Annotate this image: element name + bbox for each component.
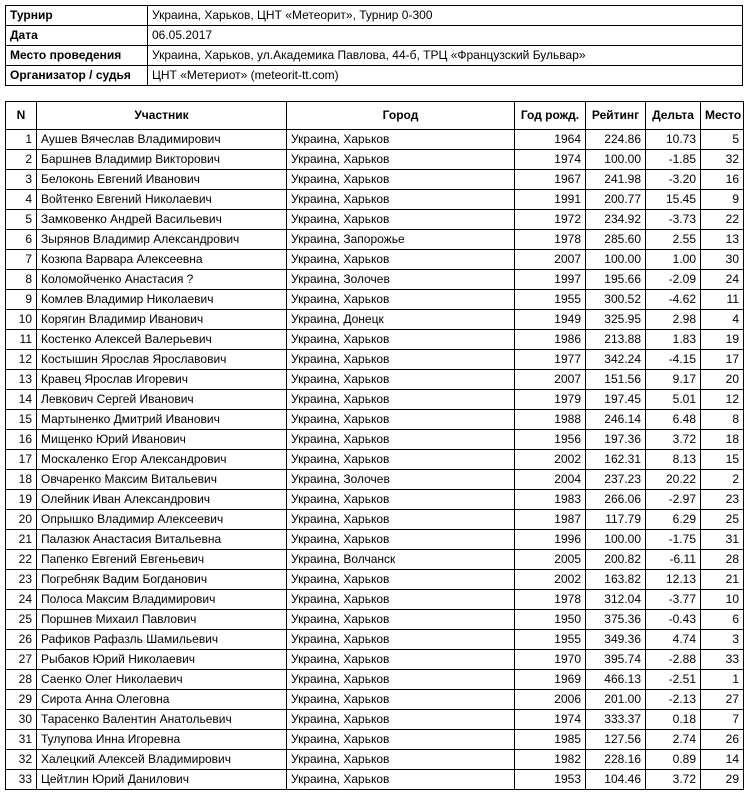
place: 2 (701, 470, 744, 490)
rating: 100.00 (586, 250, 646, 270)
birth-year: 1970 (515, 650, 586, 670)
row-number: 26 (6, 630, 37, 650)
place: 4 (701, 310, 744, 330)
rating: 342.24 (586, 350, 646, 370)
place: 7 (701, 710, 744, 730)
table-row (6, 730, 744, 750)
row-number: 1 (6, 130, 37, 150)
delta: -1.75 (646, 530, 701, 550)
participant-name: Папенко Евгений Евгеньевич (37, 550, 287, 570)
place: 9 (701, 190, 744, 210)
birth-year: 1950 (515, 610, 586, 630)
rating: 197.36 (586, 430, 646, 450)
place: 17 (701, 350, 744, 370)
place: 25 (701, 510, 744, 530)
delta: -4.62 (646, 290, 701, 310)
rating: 228.16 (586, 750, 646, 770)
delta: 3.72 (646, 770, 701, 790)
city: Украина, Харьков (287, 350, 515, 370)
rating: 201.00 (586, 690, 646, 710)
row-number: 15 (6, 410, 37, 430)
delta: -2.09 (646, 270, 701, 290)
delta: 2.74 (646, 730, 701, 750)
participant-name: Кравец Ярослав Игоревич (37, 370, 287, 390)
participant-name: Погребняк Вадим Богданович (37, 570, 287, 590)
city: Украина, Харьков (287, 690, 515, 710)
place: 8 (701, 410, 744, 430)
table-row (6, 430, 744, 450)
rating: 300.52 (586, 290, 646, 310)
birth-year: 1987 (515, 510, 586, 530)
city: Украина, Харьков (287, 510, 515, 530)
delta: -1.85 (646, 150, 701, 170)
place: 22 (701, 210, 744, 230)
birth-year: 1983 (515, 490, 586, 510)
delta: -2.97 (646, 490, 701, 510)
table-row (6, 150, 744, 170)
row-number: 22 (6, 550, 37, 570)
table-row (6, 130, 744, 150)
city: Украина, Золочев (287, 470, 515, 490)
participant-name: Костышин Ярослав Ярославович (37, 350, 287, 370)
city: Украина, Харьков (287, 730, 515, 750)
place: 23 (701, 490, 744, 510)
participant-name: Овчаренко Максим Витальевич (37, 470, 287, 490)
delta: 9.17 (646, 370, 701, 390)
city: Украина, Харьков (287, 210, 515, 230)
city: Украина, Харьков (287, 610, 515, 630)
delta: -2.51 (646, 670, 701, 690)
header-participant: Участник (37, 102, 287, 130)
row-number: 4 (6, 190, 37, 210)
delta: 3.72 (646, 430, 701, 450)
row-number: 23 (6, 570, 37, 590)
row-number: 14 (6, 390, 37, 410)
info-row-date (6, 26, 743, 46)
participant-name: Коломойченко Анастасия ? (37, 270, 287, 290)
info-key: Турнир (6, 6, 148, 26)
participant-name: Олейник Иван Александрович (37, 490, 287, 510)
place: 15 (701, 450, 744, 470)
table-row (6, 190, 744, 210)
place: 24 (701, 270, 744, 290)
rating: 375.36 (586, 610, 646, 630)
birth-year: 2004 (515, 470, 586, 490)
info-row-tournament (6, 6, 743, 26)
rating: 200.82 (586, 550, 646, 570)
delta: 0.18 (646, 710, 701, 730)
row-number: 28 (6, 670, 37, 690)
info-row-organizer (6, 66, 743, 86)
row-number: 27 (6, 650, 37, 670)
participant-name: Москаленко Егор Александрович (37, 450, 287, 470)
city: Украина, Харьков (287, 330, 515, 350)
city: Украина, Харьков (287, 410, 515, 430)
results-body (6, 130, 744, 790)
delta: 2.55 (646, 230, 701, 250)
birth-year: 1955 (515, 290, 586, 310)
row-number: 32 (6, 750, 37, 770)
city: Украина, Харьков (287, 530, 515, 550)
birth-year: 1967 (515, 170, 586, 190)
row-number: 16 (6, 430, 37, 450)
city: Украина, Харьков (287, 130, 515, 150)
place: 12 (701, 390, 744, 410)
place: 29 (701, 770, 744, 790)
rating: 127.56 (586, 730, 646, 750)
rating: 100.00 (586, 530, 646, 550)
birth-year: 1955 (515, 630, 586, 650)
city: Украина, Харьков (287, 150, 515, 170)
info-value: Украина, Харьков, ул.Академика Павлова, 44-б, ТРЦ «Французский Бульвар» (148, 46, 743, 66)
city: Украина, Харьков (287, 570, 515, 590)
table-row (6, 610, 744, 630)
participant-name: Войтенко Евгений Николаевич (37, 190, 287, 210)
delta: 0.89 (646, 750, 701, 770)
place: 33 (701, 650, 744, 670)
participant-name: Тарасенко Валентин Анатольевич (37, 710, 287, 730)
rating: 333.37 (586, 710, 646, 730)
birth-year: 1982 (515, 750, 586, 770)
row-number: 18 (6, 470, 37, 490)
rating: 224.86 (586, 130, 646, 150)
place: 5 (701, 130, 744, 150)
table-row (6, 330, 744, 350)
row-number: 31 (6, 730, 37, 750)
place: 6 (701, 610, 744, 630)
participant-name: Сирота Анна Олеговна (37, 690, 287, 710)
delta: -3.73 (646, 210, 701, 230)
table-row (6, 450, 744, 470)
row-number: 33 (6, 770, 37, 790)
birth-year: 1977 (515, 350, 586, 370)
table-row (6, 690, 744, 710)
delta: 1.00 (646, 250, 701, 270)
table-row (6, 350, 744, 370)
rating: 104.46 (586, 770, 646, 790)
info-value: 06.05.2017 (148, 26, 743, 46)
birth-year: 2005 (515, 550, 586, 570)
place: 27 (701, 690, 744, 710)
city: Украина, Харьков (287, 630, 515, 650)
birth-year: 1988 (515, 410, 586, 430)
rating: 325.95 (586, 310, 646, 330)
header-city: Город (287, 102, 515, 130)
birth-year: 1978 (515, 230, 586, 250)
city: Украина, Харьков (287, 390, 515, 410)
table-row (6, 630, 744, 650)
city: Украина, Харьков (287, 250, 515, 270)
table-row (6, 210, 744, 230)
rating: 200.77 (586, 190, 646, 210)
city: Украина, Донецк (287, 310, 515, 330)
rating: 151.56 (586, 370, 646, 390)
row-number: 24 (6, 590, 37, 610)
row-number: 7 (6, 250, 37, 270)
birth-year: 1956 (515, 430, 586, 450)
table-row (6, 270, 744, 290)
delta: -2.13 (646, 690, 701, 710)
birth-year: 1996 (515, 530, 586, 550)
birth-year: 2007 (515, 370, 586, 390)
table-row (6, 710, 744, 730)
delta: -3.77 (646, 590, 701, 610)
participant-name: Саенко Олег Николаевич (37, 670, 287, 690)
delta: -4.15 (646, 350, 701, 370)
info-key: Дата (6, 26, 148, 46)
delta: 6.48 (646, 410, 701, 430)
participant-name: Палазюк Анастасия Витальевна (37, 530, 287, 550)
participant-name: Тулупова Инна Игоревна (37, 730, 287, 750)
place: 11 (701, 290, 744, 310)
row-number: 8 (6, 270, 37, 290)
tournament-info-table (5, 5, 743, 86)
birth-year: 1985 (515, 730, 586, 750)
info-value: ЦНТ «Метериот» (meteorit-tt.com) (148, 66, 743, 86)
rating: 466.13 (586, 670, 646, 690)
place: 1 (701, 670, 744, 690)
participant-name: Полоса Максим Владимирович (37, 590, 287, 610)
birth-year: 1974 (515, 710, 586, 730)
birth-year: 1974 (515, 150, 586, 170)
city: Украина, Харьков (287, 430, 515, 450)
city: Украина, Харьков (287, 450, 515, 470)
results-header-row (6, 102, 744, 130)
place: 30 (701, 250, 744, 270)
row-number: 12 (6, 350, 37, 370)
row-number: 9 (6, 290, 37, 310)
table-row (6, 390, 744, 410)
rating: 246.14 (586, 410, 646, 430)
table-row (6, 470, 744, 490)
city: Украина, Харьков (287, 170, 515, 190)
table-row (6, 550, 744, 570)
participant-name: Костенко Алексей Валерьевич (37, 330, 287, 350)
delta: 4.74 (646, 630, 701, 650)
delta: 12.13 (646, 570, 701, 590)
table-row (6, 490, 744, 510)
table-row (6, 170, 744, 190)
row-number: 19 (6, 490, 37, 510)
delta: 6.29 (646, 510, 701, 530)
place: 21 (701, 570, 744, 590)
place: 26 (701, 730, 744, 750)
place: 28 (701, 550, 744, 570)
city: Украина, Запорожье (287, 230, 515, 250)
table-row (6, 590, 744, 610)
birth-year: 1953 (515, 770, 586, 790)
table-row (6, 410, 744, 430)
delta: 8.13 (646, 450, 701, 470)
participant-name: Козюпа Варвара Алексеевна (37, 250, 287, 270)
city: Украина, Харьков (287, 710, 515, 730)
participant-name: Зырянов Владимир Александрович (37, 230, 287, 250)
birth-year: 1978 (515, 590, 586, 610)
table-row (6, 650, 744, 670)
participant-name: Корягин Владимир Иванович (37, 310, 287, 330)
rating: 349.36 (586, 630, 646, 650)
table-row (6, 530, 744, 550)
city: Украина, Харьков (287, 190, 515, 210)
header-number: N (6, 102, 37, 130)
birth-year: 2002 (515, 450, 586, 470)
row-number: 29 (6, 690, 37, 710)
participant-name: Аушев Вячеслав Владимирович (37, 130, 287, 150)
rating: 234.92 (586, 210, 646, 230)
place: 3 (701, 630, 744, 650)
birth-year: 2002 (515, 570, 586, 590)
table-row (6, 290, 744, 310)
place: 13 (701, 230, 744, 250)
birth-year: 1972 (515, 210, 586, 230)
info-key: Место проведения (6, 46, 148, 66)
rating: 213.88 (586, 330, 646, 350)
row-number: 21 (6, 530, 37, 550)
rating: 117.79 (586, 510, 646, 530)
rating: 241.98 (586, 170, 646, 190)
participant-name: Опрышко Владимир Алексеевич (37, 510, 287, 530)
city: Украина, Харьков (287, 590, 515, 610)
table-row (6, 250, 744, 270)
table-row (6, 230, 744, 250)
participant-name: Мищенко Юрий Иванович (37, 430, 287, 450)
participant-name: Баршнев Владимир Викторович (37, 150, 287, 170)
row-number: 3 (6, 170, 37, 190)
row-number: 10 (6, 310, 37, 330)
table-row (6, 750, 744, 770)
row-number: 13 (6, 370, 37, 390)
place: 18 (701, 430, 744, 450)
birth-year: 1991 (515, 190, 586, 210)
city: Украина, Харьков (287, 290, 515, 310)
header-birth-year: Год рожд. (515, 102, 586, 130)
info-row-venue (6, 46, 743, 66)
participant-name: Левкович Сергей Иванович (37, 390, 287, 410)
place: 16 (701, 170, 744, 190)
birth-year: 1949 (515, 310, 586, 330)
table-row (6, 310, 744, 330)
delta: 15.45 (646, 190, 701, 210)
place: 20 (701, 370, 744, 390)
delta: -2.88 (646, 650, 701, 670)
place: 10 (701, 590, 744, 610)
table-row (6, 370, 744, 390)
info-value: Украина, Харьков, ЦНТ «Метеорит», Турнир 0-300 (148, 6, 743, 26)
row-number: 2 (6, 150, 37, 170)
city: Украина, Харьков (287, 370, 515, 390)
rating: 163.82 (586, 570, 646, 590)
table-row (6, 570, 744, 590)
delta: 2.98 (646, 310, 701, 330)
delta: 1.83 (646, 330, 701, 350)
delta: 20.22 (646, 470, 701, 490)
row-number: 20 (6, 510, 37, 530)
rating: 195.66 (586, 270, 646, 290)
city: Украина, Харьков (287, 650, 515, 670)
city: Украина, Волчанск (287, 550, 515, 570)
delta: -6.11 (646, 550, 701, 570)
birth-year: 2007 (515, 250, 586, 270)
birth-year: 1969 (515, 670, 586, 690)
participant-name: Рыбаков Юрий Николаевич (37, 650, 287, 670)
header-place: Место (701, 102, 744, 130)
birth-year: 2006 (515, 690, 586, 710)
rating: 312.04 (586, 590, 646, 610)
city: Украина, Харьков (287, 750, 515, 770)
city: Украина, Харьков (287, 770, 515, 790)
participant-name: Цейтлин Юрий Данилович (37, 770, 287, 790)
delta: 10.73 (646, 130, 701, 150)
rating: 395.74 (586, 650, 646, 670)
participant-name: Замковенко Андрей Васильевич (37, 210, 287, 230)
row-number: 5 (6, 210, 37, 230)
header-delta: Дельта (646, 102, 701, 130)
results-table (5, 101, 744, 790)
participant-name: Мартыненко Дмитрий Иванович (37, 410, 287, 430)
row-number: 11 (6, 330, 37, 350)
rating: 237.23 (586, 470, 646, 490)
city: Украина, Золочев (287, 270, 515, 290)
delta: -0.43 (646, 610, 701, 630)
row-number: 25 (6, 610, 37, 630)
row-number: 17 (6, 450, 37, 470)
row-number: 30 (6, 710, 37, 730)
place: 32 (701, 150, 744, 170)
rating: 266.06 (586, 490, 646, 510)
place: 19 (701, 330, 744, 350)
rating: 162.31 (586, 450, 646, 470)
table-row (6, 670, 744, 690)
birth-year: 1979 (515, 390, 586, 410)
delta: 5.01 (646, 390, 701, 410)
birth-year: 1964 (515, 130, 586, 150)
rating: 285.60 (586, 230, 646, 250)
city: Украина, Харьков (287, 670, 515, 690)
header-rating: Рейтинг (586, 102, 646, 130)
participant-name: Рафиков Рафазль Шамильевич (37, 630, 287, 650)
participant-name: Поршнев Михаил Павлович (37, 610, 287, 630)
place: 14 (701, 750, 744, 770)
info-key: Организатор / судья (6, 66, 148, 86)
rating: 100.00 (586, 150, 646, 170)
row-number: 6 (6, 230, 37, 250)
participant-name: Комлев Владимир Николаевич (37, 290, 287, 310)
table-row (6, 770, 744, 790)
rating: 197.45 (586, 390, 646, 410)
birth-year: 1986 (515, 330, 586, 350)
table-row (6, 510, 744, 530)
birth-year: 1997 (515, 270, 586, 290)
participant-name: Халецкий Алексей Владимирович (37, 750, 287, 770)
city: Украина, Харьков (287, 490, 515, 510)
place: 31 (701, 530, 744, 550)
delta: -3.20 (646, 170, 701, 190)
participant-name: Белоконь Евгений Иванович (37, 170, 287, 190)
